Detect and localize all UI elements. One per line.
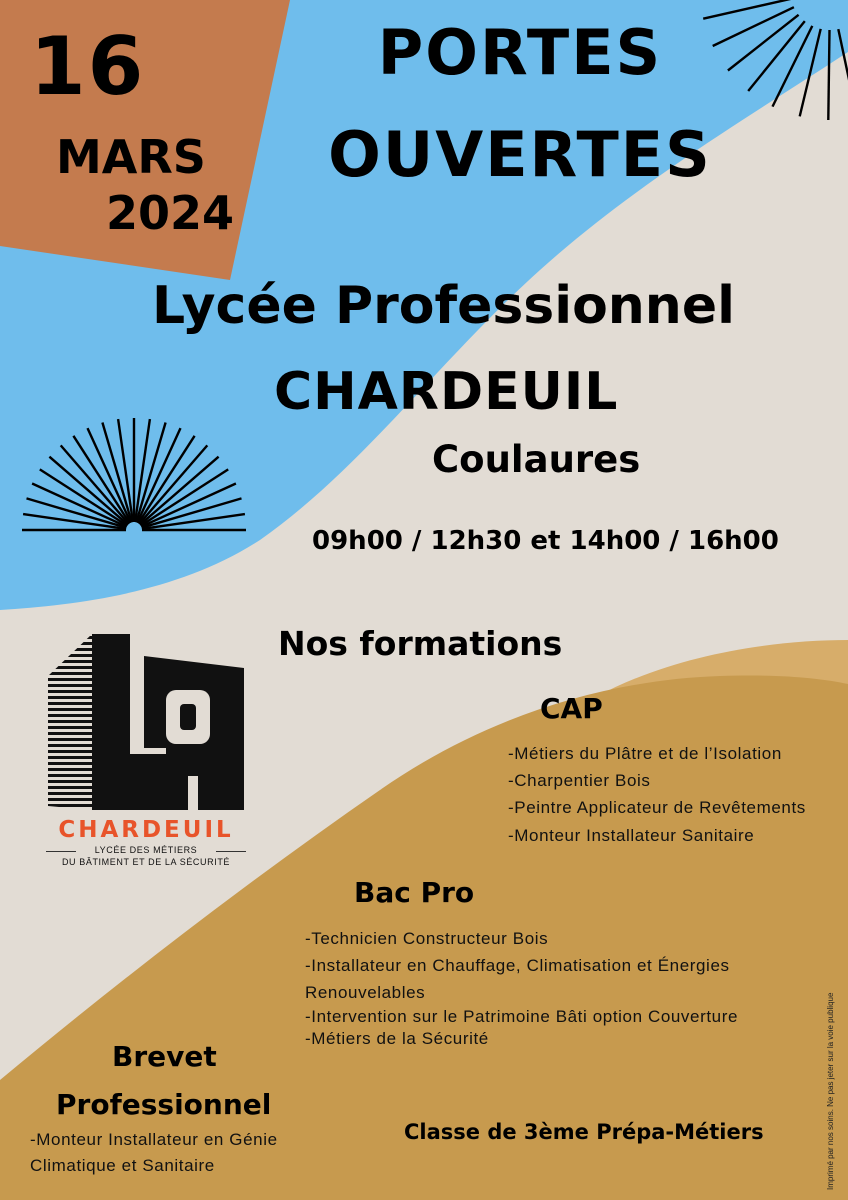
sunburst-ray bbox=[828, 30, 829, 120]
logo-subtitle-line1: LYCÉE DES MÉTIERS bbox=[94, 845, 198, 855]
title-line2: OUVERTES bbox=[328, 118, 712, 191]
school-name-line2: CHARDEUIL bbox=[274, 362, 619, 422]
formations-heading: Nos formations bbox=[278, 624, 563, 663]
bacpro-item: -Métiers de la Sécurité bbox=[305, 1029, 489, 1048]
lp-logo-icon bbox=[48, 630, 246, 820]
date-year: 2024 bbox=[106, 186, 235, 240]
bacpro-title: Bac Pro bbox=[354, 876, 475, 909]
bacpro-item: -Installateur en Chauffage, Climatisation et Énergies bbox=[305, 956, 730, 975]
school-name-line1: Lycée Professionnel bbox=[152, 276, 735, 336]
cap-item: -Métiers du Plâtre et de l’Isolation bbox=[508, 744, 782, 763]
date-day: 16 bbox=[30, 20, 146, 113]
opening-hours: 09h00 / 12h30 et 14h00 / 16h00 bbox=[312, 526, 779, 556]
school-town: Coulaures bbox=[432, 438, 641, 481]
brevet-item: Climatique et Sanitaire bbox=[30, 1156, 215, 1175]
brevet-title-line1: Brevet bbox=[112, 1040, 217, 1073]
bacpro-item: Renouvelables bbox=[305, 983, 426, 1002]
logo-name: CHARDEUIL bbox=[58, 817, 234, 843]
cap-title: CAP bbox=[540, 692, 603, 725]
brevet-title-line2: Professionnel bbox=[56, 1088, 272, 1121]
date-month: MARS bbox=[56, 130, 206, 184]
title-line1: PORTES bbox=[377, 16, 663, 89]
cap-item: -Charpentier Bois bbox=[508, 771, 651, 790]
logo-subtitle-line2: DU BÂTIMENT ET DE LA SÉCURITÉ bbox=[61, 857, 231, 867]
brevet-item: -Monteur Installateur en Génie bbox=[30, 1130, 278, 1149]
bacpro-item: -Technicien Constructeur Bois bbox=[305, 929, 549, 948]
footer-note: Imprimé par nos soins. Ne pas jeter sur la voie publique bbox=[826, 992, 835, 1190]
cap-item: -Monteur Installateur Sanitaire bbox=[508, 826, 755, 845]
bacpro-item: -Intervention sur le Patrimoine Bâti option Couverture bbox=[305, 1007, 739, 1026]
prepa-metiers: Classe de 3ème Prépa-Métiers bbox=[404, 1120, 764, 1144]
cap-item: -Peintre Applicateur de Revêtements bbox=[508, 798, 806, 817]
